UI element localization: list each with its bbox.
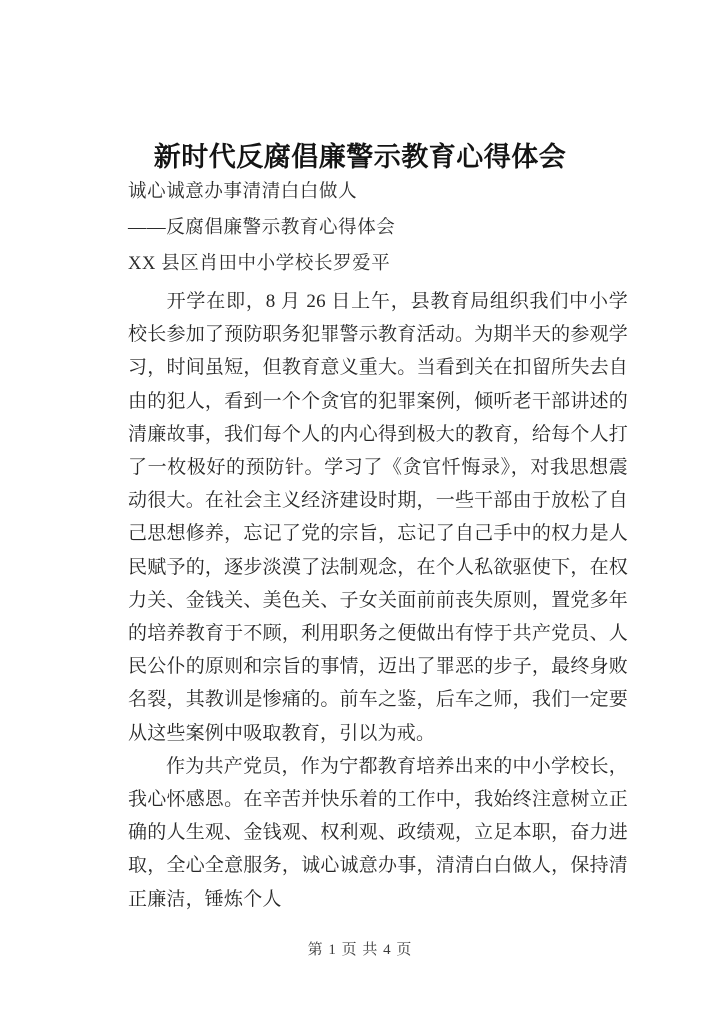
subtitle-line-2: ——反腐倡廉警示教育心得体会 [128,218,396,238]
body-paragraph [128,285,628,750]
body-paragraph [128,750,628,916]
subtitle-line-1: 诚心诚意办事清清白白做人 [128,182,358,202]
subtitle-block [128,174,628,282]
page-title: 新时代反腐倡廉警示教育心得体会 [153,142,567,173]
author-line: XX 县区肖田中小学校长罗爱平 [128,254,391,274]
document-body [128,285,628,916]
page-footer: 第 1 页 共 4 页 [307,942,413,958]
paragraph-text: 作为共产党员，作为宁都教育培养出来的中小学校长，我心怀感恩。在辛苦并快乐着的工作中，我始终注意树立正确的人生观、金钱观、权利观、政绩观，立足本职，奋力进取，全心全意服务，诚心诚意办事，清清白白做人，保持清正廉洁，锤炼个人 [128,755,628,910]
paragraph-text: 开学在即，8 月 26 日上午，县教育局组织我们中小学校长参加了预防职务犯罪警示教育活动。为期半天的参观学习，时间虽短，但教育意义重大。当看到关在扣留所失去自由的犯人，看到一个个贪官的犯罪案例，倾听老干部讲述的清廉故事，我们每个人的内心得到极大的教育，给每个人打了一枚极好的预防针。学习了《贪官忏悔录》，对我思想震动很大。在社会主义经济建设时期，一些干部由于放松了自己思想修养，忘记了党的宗旨，忘记了自己手中的权力是人民赋予的，逐步淡漠了法制观念，在个人私欲驱使下，在权力关、金钱关、美色关、子女关面前前丧失原则，置党多年的培养教育于不顾，利用职务之便做出有悖于共产党员、人民公仆的原则和宗旨的事情，迈出了罪恶的步子，最终身败名裂，其教训是惨痛的。前车之鉴，后车之师，我们一定要从这些案例中吸取教育，引以为戒。 [128,291,628,744]
